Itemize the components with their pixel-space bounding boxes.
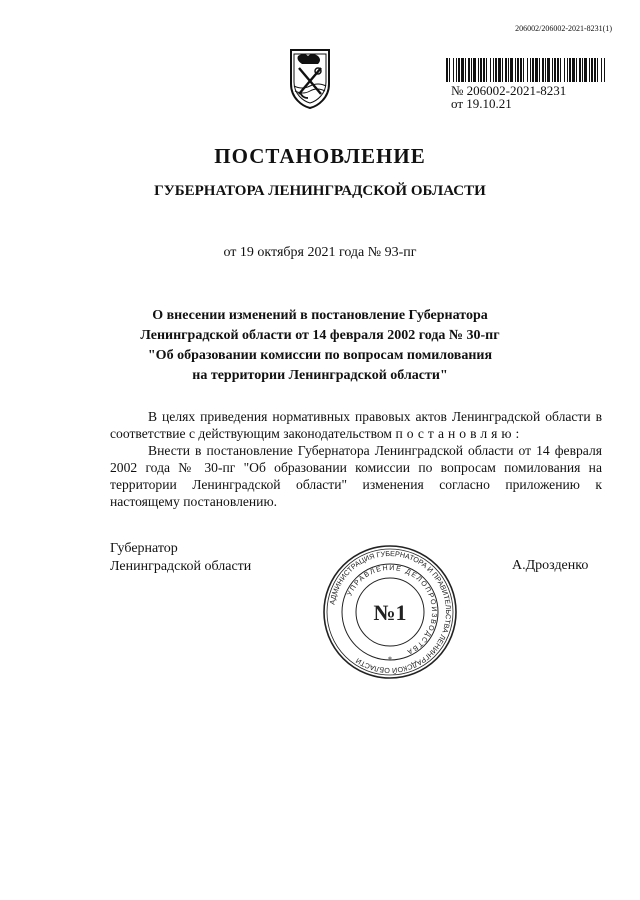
body-paragraph-preamble <box>110 408 602 442</box>
document-date-number: от 19 октября 2021 года № 93-пг <box>223 245 417 260</box>
document-body <box>110 408 602 510</box>
signer-position-line: Ленинградской области <box>110 559 252 574</box>
barcode-icon <box>446 58 608 82</box>
document-reference-code: 206002/206002-2021-8231(1) <box>515 24 612 33</box>
preamble-text: В целях приведения нормативных правовых актов Ленинградской области в соответствие с действующим законодательством <box>110 409 602 441</box>
signer-position-line: Губернатор <box>110 541 178 556</box>
signer-position <box>110 540 251 576</box>
seal-star-icon: * <box>388 655 392 664</box>
signer-name: А.Дрозденко <box>512 558 589 573</box>
heading-line: на территории Ленинградской области" <box>192 368 448 383</box>
document-subtitle: ГУБЕРНАТОРА ЛЕНИНГРАДСКОЙ ОБЛАСТИ <box>154 183 486 199</box>
seal-ring-text: АДМИНИСТРАЦИЯ ГУБЕРНАТОРА И ПРАВИТЕЛЬСТВА ЛЕНИНГРАДСКОЙ ОБЛАСТИ <box>327 548 454 676</box>
official-seal-icon <box>322 544 458 680</box>
document-heading <box>100 306 540 386</box>
coat-of-arms-icon <box>288 46 332 110</box>
body-paragraph-resolution: Внести в постановление Губернатора Ленинградской области от 14 февраля 2002 года № 30-пг "Об образовании комиссии по вопросам помилования на территории Ленинградской области" изменения согласно приложению к настоящему постановлению. <box>110 443 602 509</box>
seal-number: №1 <box>373 600 407 625</box>
seal-inner-text: УПРАВЛЕНИЕ ДЕЛОПРОИЗВОДСТВА <box>346 564 438 656</box>
document-title: ПОСТАНОВЛЕНИЕ <box>214 144 426 168</box>
resolve-keyword: постановляю: <box>395 426 524 441</box>
heading-line: "Об образовании комиссии по вопросам помилования <box>147 348 493 363</box>
heading-line: О внесении изменений в постановление Губернатора <box>152 308 488 323</box>
registration-date: от 19.10.21 <box>451 96 512 111</box>
heading-line: Ленинградской области от 14 февраля 2002 года № 30-пг <box>140 328 500 343</box>
registration-number: № 206002-2021-8231 <box>451 83 567 98</box>
